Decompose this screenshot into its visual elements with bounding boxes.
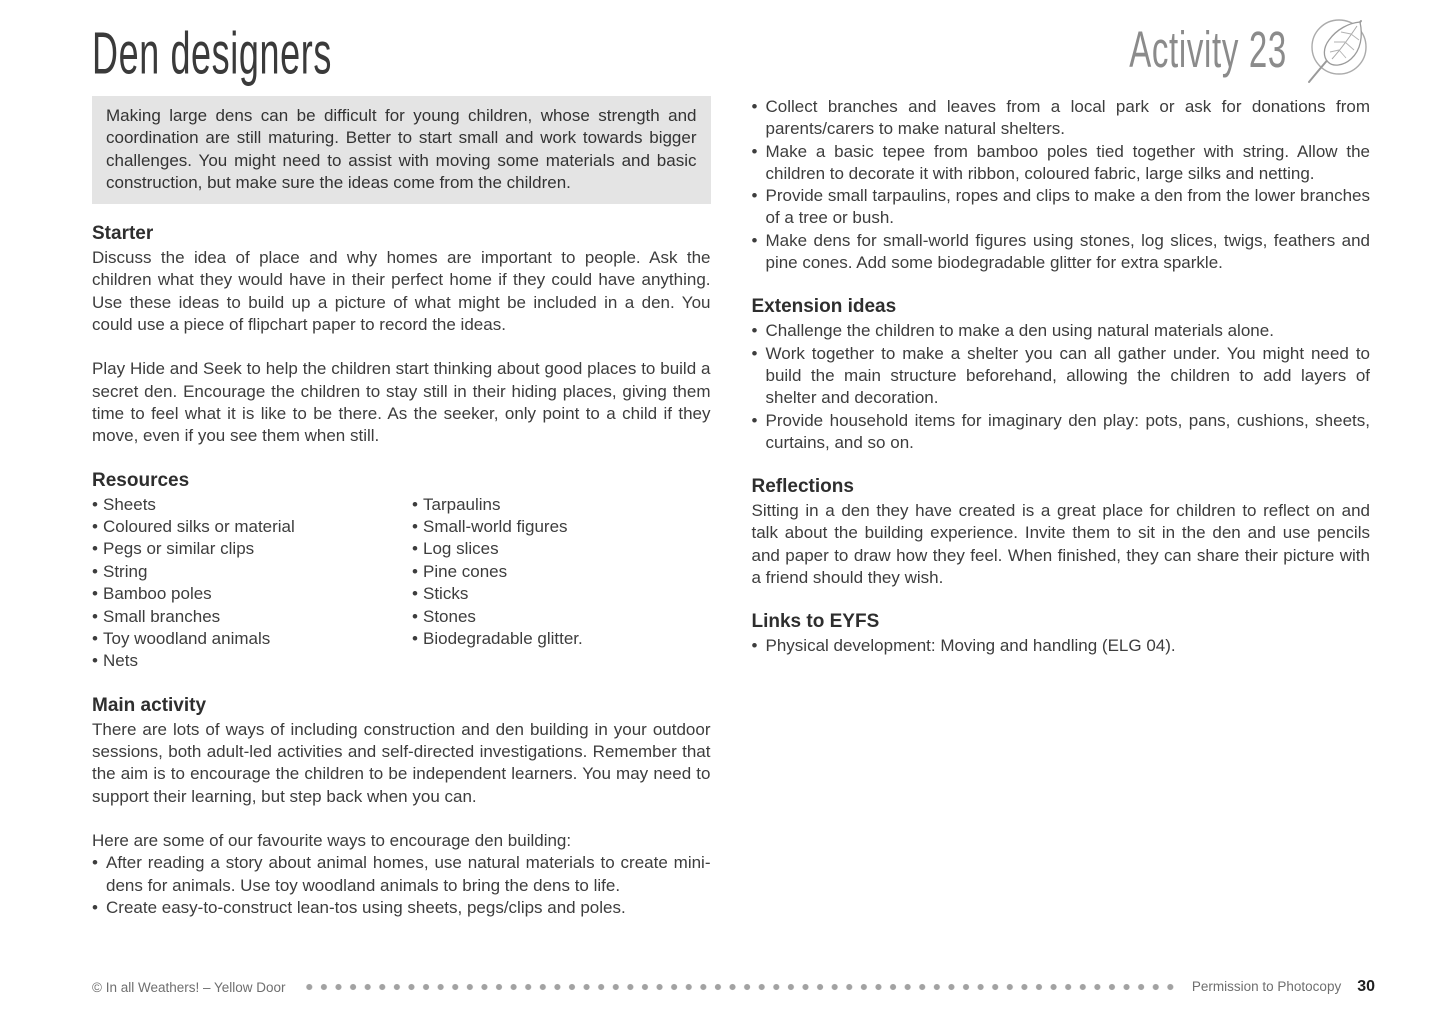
list-item: • Bamboo poles	[92, 583, 412, 605]
starter-paragraph-1: Discuss the idea of place and why homes are important to people. Ask the children what they would have in their perfect home if they could have anything. Use these ideas to build up a picture of what might be included in a den. You could use a piece of flipchart paper to record the ideas.	[92, 248, 711, 335]
list-item: • Pine cones	[412, 561, 583, 583]
list-item: • Make dens for small-world figures using stones, log slices, twigs, feathers and pine cones. Add some biodegradable glitter for extra sparkle.	[752, 230, 1371, 275]
activity-header	[1048, 12, 1375, 88]
left-column	[92, 96, 711, 919]
main-activity-bullets	[92, 852, 711, 919]
intro-box: Making large dens can be difficult for young children, whose strength and coordination are still maturing. Better to start small and work towards bigger challenges. You might need to assist with moving some materials and basic construction, but make sure the ideas come from the children.	[92, 96, 711, 204]
main-activity-paragraph-1: There are lots of ways of including construction and den building in your outdoor sessions, both adult-led activities and self-directed investigations. Remember that the aim is to encourage the children to be independent learners. You may need to support their learning, but step back when you can.	[92, 719, 711, 806]
page-title: Den designers	[92, 20, 332, 87]
list-item: • Physical development: Moving and handling (ELG 04).	[752, 635, 1371, 657]
list-item: • Sticks	[412, 583, 583, 605]
list-item: • Tarpaulins	[412, 494, 583, 516]
list-item: • Biodegradable glitter.	[412, 628, 583, 650]
permission-text: Permission to Photocopy	[1191, 979, 1342, 994]
list-item: • Coloured silks or material	[92, 516, 412, 538]
resources-column-1	[92, 494, 412, 673]
links-to-eyfs-heading: Links to EYFS	[751, 611, 880, 633]
resources-column-2	[412, 494, 583, 673]
list-item: • Small branches	[92, 606, 412, 628]
page-header	[0, 0, 1445, 88]
resources-list	[92, 494, 711, 673]
list-item: • After reading a story about animal homes, use natural materials to create mini-dens for animals. Use toy woodland animals to bring the dens to life.	[92, 852, 711, 897]
list-item: • Provide household items for imaginary den play: pots, pans, cushions, sheets, curtains, and so on.	[752, 410, 1371, 455]
list-item: • Provide small tarpaulins, ropes and clips to make a den from the lower branches of a tree or bush.	[752, 185, 1371, 230]
den-ideas-bullets	[752, 96, 1371, 274]
list-item: • Log slices	[412, 538, 583, 560]
leaf-icon	[1301, 12, 1375, 88]
activity-number-label: Activity 23	[1129, 20, 1287, 78]
list-item: • Sheets	[92, 494, 412, 516]
starter-heading: Starter	[92, 223, 154, 245]
page-footer	[92, 978, 1375, 996]
page-number: 30	[1357, 978, 1375, 995]
list-item: • Collect branches and leaves from a local park or ask for donations from parents/carers to make natural shelters.	[752, 96, 1371, 141]
copyright-text: © In all Weathers! – Yellow Door	[92, 979, 286, 995]
main-activity-paragraph-2: Here are some of our favourite ways to encourage den building:	[92, 831, 572, 850]
list-item: • Challenge the children to make a den using natural materials alone.	[752, 320, 1371, 342]
footer-right	[1192, 978, 1375, 996]
resources-heading: Resources	[92, 469, 190, 491]
content-columns	[0, 88, 1445, 919]
list-item: • Nets	[92, 650, 412, 672]
starter-paragraph-2: Play Hide and Seek to help the children start thinking about good places to build a secret den. Encourage the children to stay still in their hiding places, giving them time to feel what it is like to be there. As the seeker, only point to a child if they move, even if you see them when still.	[92, 359, 711, 446]
main-activity-heading: Main activity	[92, 694, 207, 716]
reflections-paragraph: Sitting in a den they have created is a great place for children to reflect on and talk about the building experience. Invite them to sit in the den and use pencils and paper to draw how they feel. When finished, they can share their picture with a friend should they wish.	[751, 501, 1370, 588]
links-to-eyfs-bullets	[752, 635, 1371, 657]
list-item: • Stones	[412, 606, 583, 628]
list-item: • Work together to make a shelter you can all gather under. You might need to build the main structure beforehand, allowing the children to add layers of shelter and decoration.	[752, 343, 1371, 410]
list-item: • Toy woodland animals	[92, 628, 412, 650]
right-column	[752, 96, 1371, 919]
list-item: • Create easy-to-construct lean-tos using sheets, pegs/clips and poles.	[92, 897, 711, 919]
extension-ideas-heading: Extension ideas	[751, 296, 897, 318]
list-item: • Make a basic tepee from bamboo poles tied together with string. Allow the children to decorate it with ribbon, coloured fabric, large silks and netting.	[752, 141, 1371, 186]
list-item: • Small-world figures	[412, 516, 583, 538]
list-item: • Pegs or similar clips	[92, 538, 412, 560]
extension-ideas-bullets	[752, 320, 1371, 454]
dotted-divider	[302, 983, 1176, 991]
list-item: • String	[92, 561, 412, 583]
reflections-heading: Reflections	[751, 476, 854, 498]
